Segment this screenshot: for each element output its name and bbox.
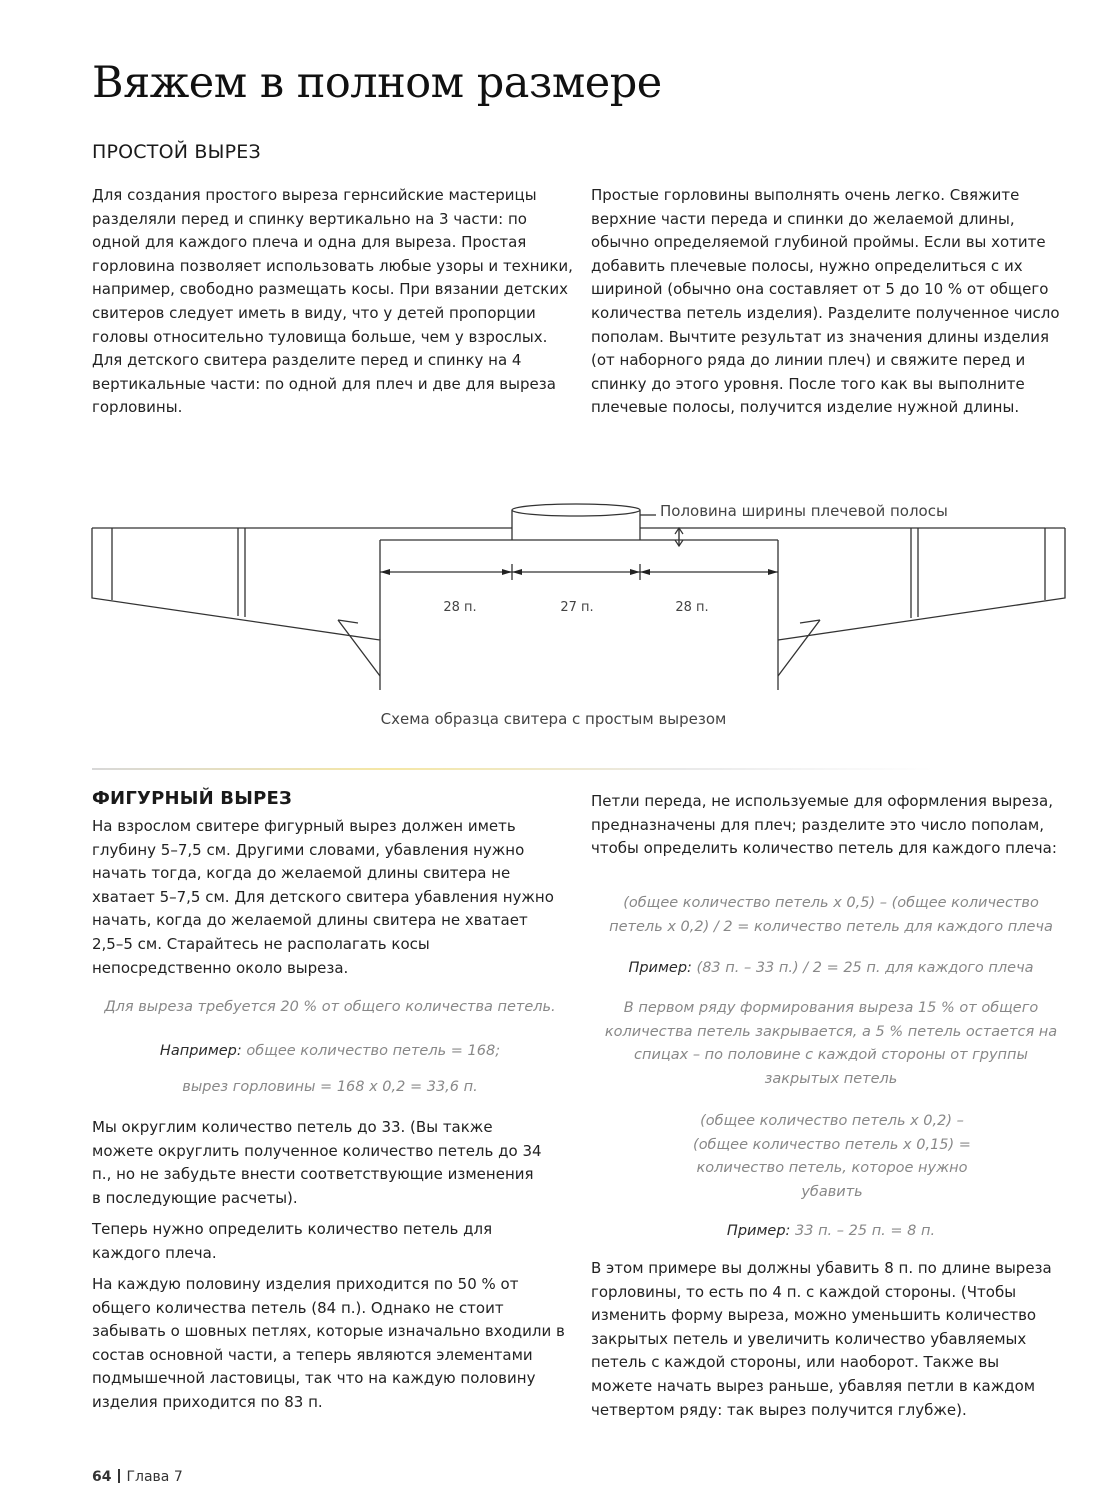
formula-decrease-count: (общее количество петель х 0,2) – (общее количество петель х 0,15) = количество петель, которое нужно убавить bbox=[693, 1113, 971, 1200]
left-body-outline bbox=[92, 528, 380, 690]
formula-neck-result: вырез горловины = 168 х 0,2 = 33,6 п. bbox=[182, 1079, 478, 1095]
dim-left-label: 28 п. bbox=[443, 600, 477, 615]
section-divider bbox=[92, 768, 934, 770]
dim-middle-label: 27 п. bbox=[560, 600, 594, 615]
shaped-neck-left-p2: Мы округлим количество петель до 33. (Вы также можете округлить полученное количество петель до 34 п., но не забудьте внести соответствующие изменения в последующие расчеты). bbox=[92, 1118, 542, 1207]
left-gusset bbox=[338, 620, 380, 676]
neckband-top bbox=[512, 504, 640, 516]
sweater-schema-diagram bbox=[0, 480, 1107, 705]
section-heading-shaped-neck: ФИГУРНЫЙ ВЫРЕЗ bbox=[92, 788, 292, 809]
dim-right-label: 28 п. bbox=[675, 600, 709, 615]
shaped-neck-left-p3: Теперь нужно определить количество петель для каждого плеча. bbox=[92, 1220, 493, 1262]
example-text: 33 п. – 25 п. = 8 п. bbox=[790, 1223, 936, 1239]
shaped-neck-right-p1: Петли переда, не используемые для оформления выреза, предназначены для плеч; разделите это число пополам, чтобы определить количество петель для каждого плеча: bbox=[591, 792, 1057, 858]
footer-divider bbox=[118, 1469, 120, 1483]
formula-shoulder-stitches: (общее количество петель х 0,5) – (общее количество петель х 0,2) / 2 = количество петель для каждого плеча bbox=[609, 895, 1053, 935]
page-title: Вяжем в полном размере bbox=[92, 58, 662, 108]
formula-first-row: В первом ряду формирования выреза 15 % от общего количества петель закрывается, а 5 % петель остается на спицах – по половине с каждой стороны от группы закрытых петель bbox=[604, 1000, 1058, 1087]
formula-shoulder-example bbox=[596, 957, 1066, 981]
right-gusset bbox=[778, 620, 820, 676]
formula-neck-percent: Для выреза требуется 20 % от общего количества петель. bbox=[104, 999, 556, 1015]
formula-example-total bbox=[80, 1040, 580, 1064]
shaped-neck-right-p2: В этом примере вы должны убавить 8 п. по длине выреза горловины, то есть по 4 п. с каждой стороны. (Чтобы изменить форму выреза, можно уменьшить количество закрытых петель и увеличить количество убавляемых петель с каждой стороны, или наоборот. Также вы можете начать вырез раньше, убавляя петли в каждом четвертом ряду: так вырез получится глубже). bbox=[591, 1259, 1052, 1419]
simple-neck-right-paragraph: Простые горловины выполнять очень легко. Свяжите верхние части переда и спинки до желаемой длины, обычно определяемой глубиной проймы. Если вы хотите добавить плечевые полосы, нужно определиться с их шириной (обычно она составляет от 5 до 10 % от общего количества петель изделия). Разделите полученное число пополам. Вычтите результат из значения длины изделия (от наборного ряда до линии плеч) и свяжите перед и спинку до этого уровня. После того как вы выполните плечевые полосы, получится изделие нужной длины. bbox=[591, 186, 1060, 417]
section-heading-simple-neck: ПРОСТОЙ ВЫРЕЗ bbox=[92, 141, 261, 163]
example-text: общее количество петель = 168; bbox=[241, 1043, 501, 1059]
page-number: 64 bbox=[92, 1469, 112, 1485]
simple-neck-left-paragraph: Для создания простого выреза гернсийские мастерицы разделяли перед и спинку вертикально на 3 части: по одной для каждого плеча и одна для выреза. Простая горловина позволяет использовать любые узоры и техники, например, свободно размещать косы. При вязании детских свитеров следует иметь в виду, что у детей пропорции головы относительно туловища больше, чем у взрослых. Для детского свитера разделите перед и спинку на 4 вертикальные части: по одной для плеч и две для выреза горловины. bbox=[92, 186, 573, 417]
shaped-neck-left-p1: На взрослом свитере фигурный вырез должен иметь глубину 5–7,5 см. Другими словами, убавления нужно начать тогда, когда до желаемой длины свитера не хватает 5–7,5 см. Для детского свитера убавления нужно начать, когда до желаемой длины свитера не хватает 2,5–5 см. Старайтесь не располагать косы непосредственно около выреза. bbox=[92, 817, 554, 977]
diagram-caption: Схема образца свитера с простым вырезом bbox=[380, 710, 727, 728]
example-label: Пример: bbox=[628, 960, 692, 976]
example-label: Пример: bbox=[726, 1223, 791, 1239]
page-footer bbox=[92, 1469, 183, 1485]
shaped-neck-left-p4: На каждую половину изделия приходится по 50 % от общего количества петель (84 п.). Однако не стоит забывать о шовных петлях, которые изначально входили в состав основной части, а теперь являются элементами подмышечной ластовицы, так что на каждую половину изделия приходится по 83 п. bbox=[92, 1275, 565, 1411]
strap-width-label: Половина ширины плечевой полосы bbox=[660, 502, 948, 520]
example-label: Например: bbox=[159, 1043, 242, 1059]
example-text: (83 п. – 33 п.) / 2 = 25 п. для каждого плеча bbox=[691, 960, 1034, 976]
chapter-label: Глава 7 bbox=[126, 1469, 183, 1485]
formula-decrease-example bbox=[596, 1220, 1066, 1244]
right-body-outline bbox=[778, 528, 1065, 640]
